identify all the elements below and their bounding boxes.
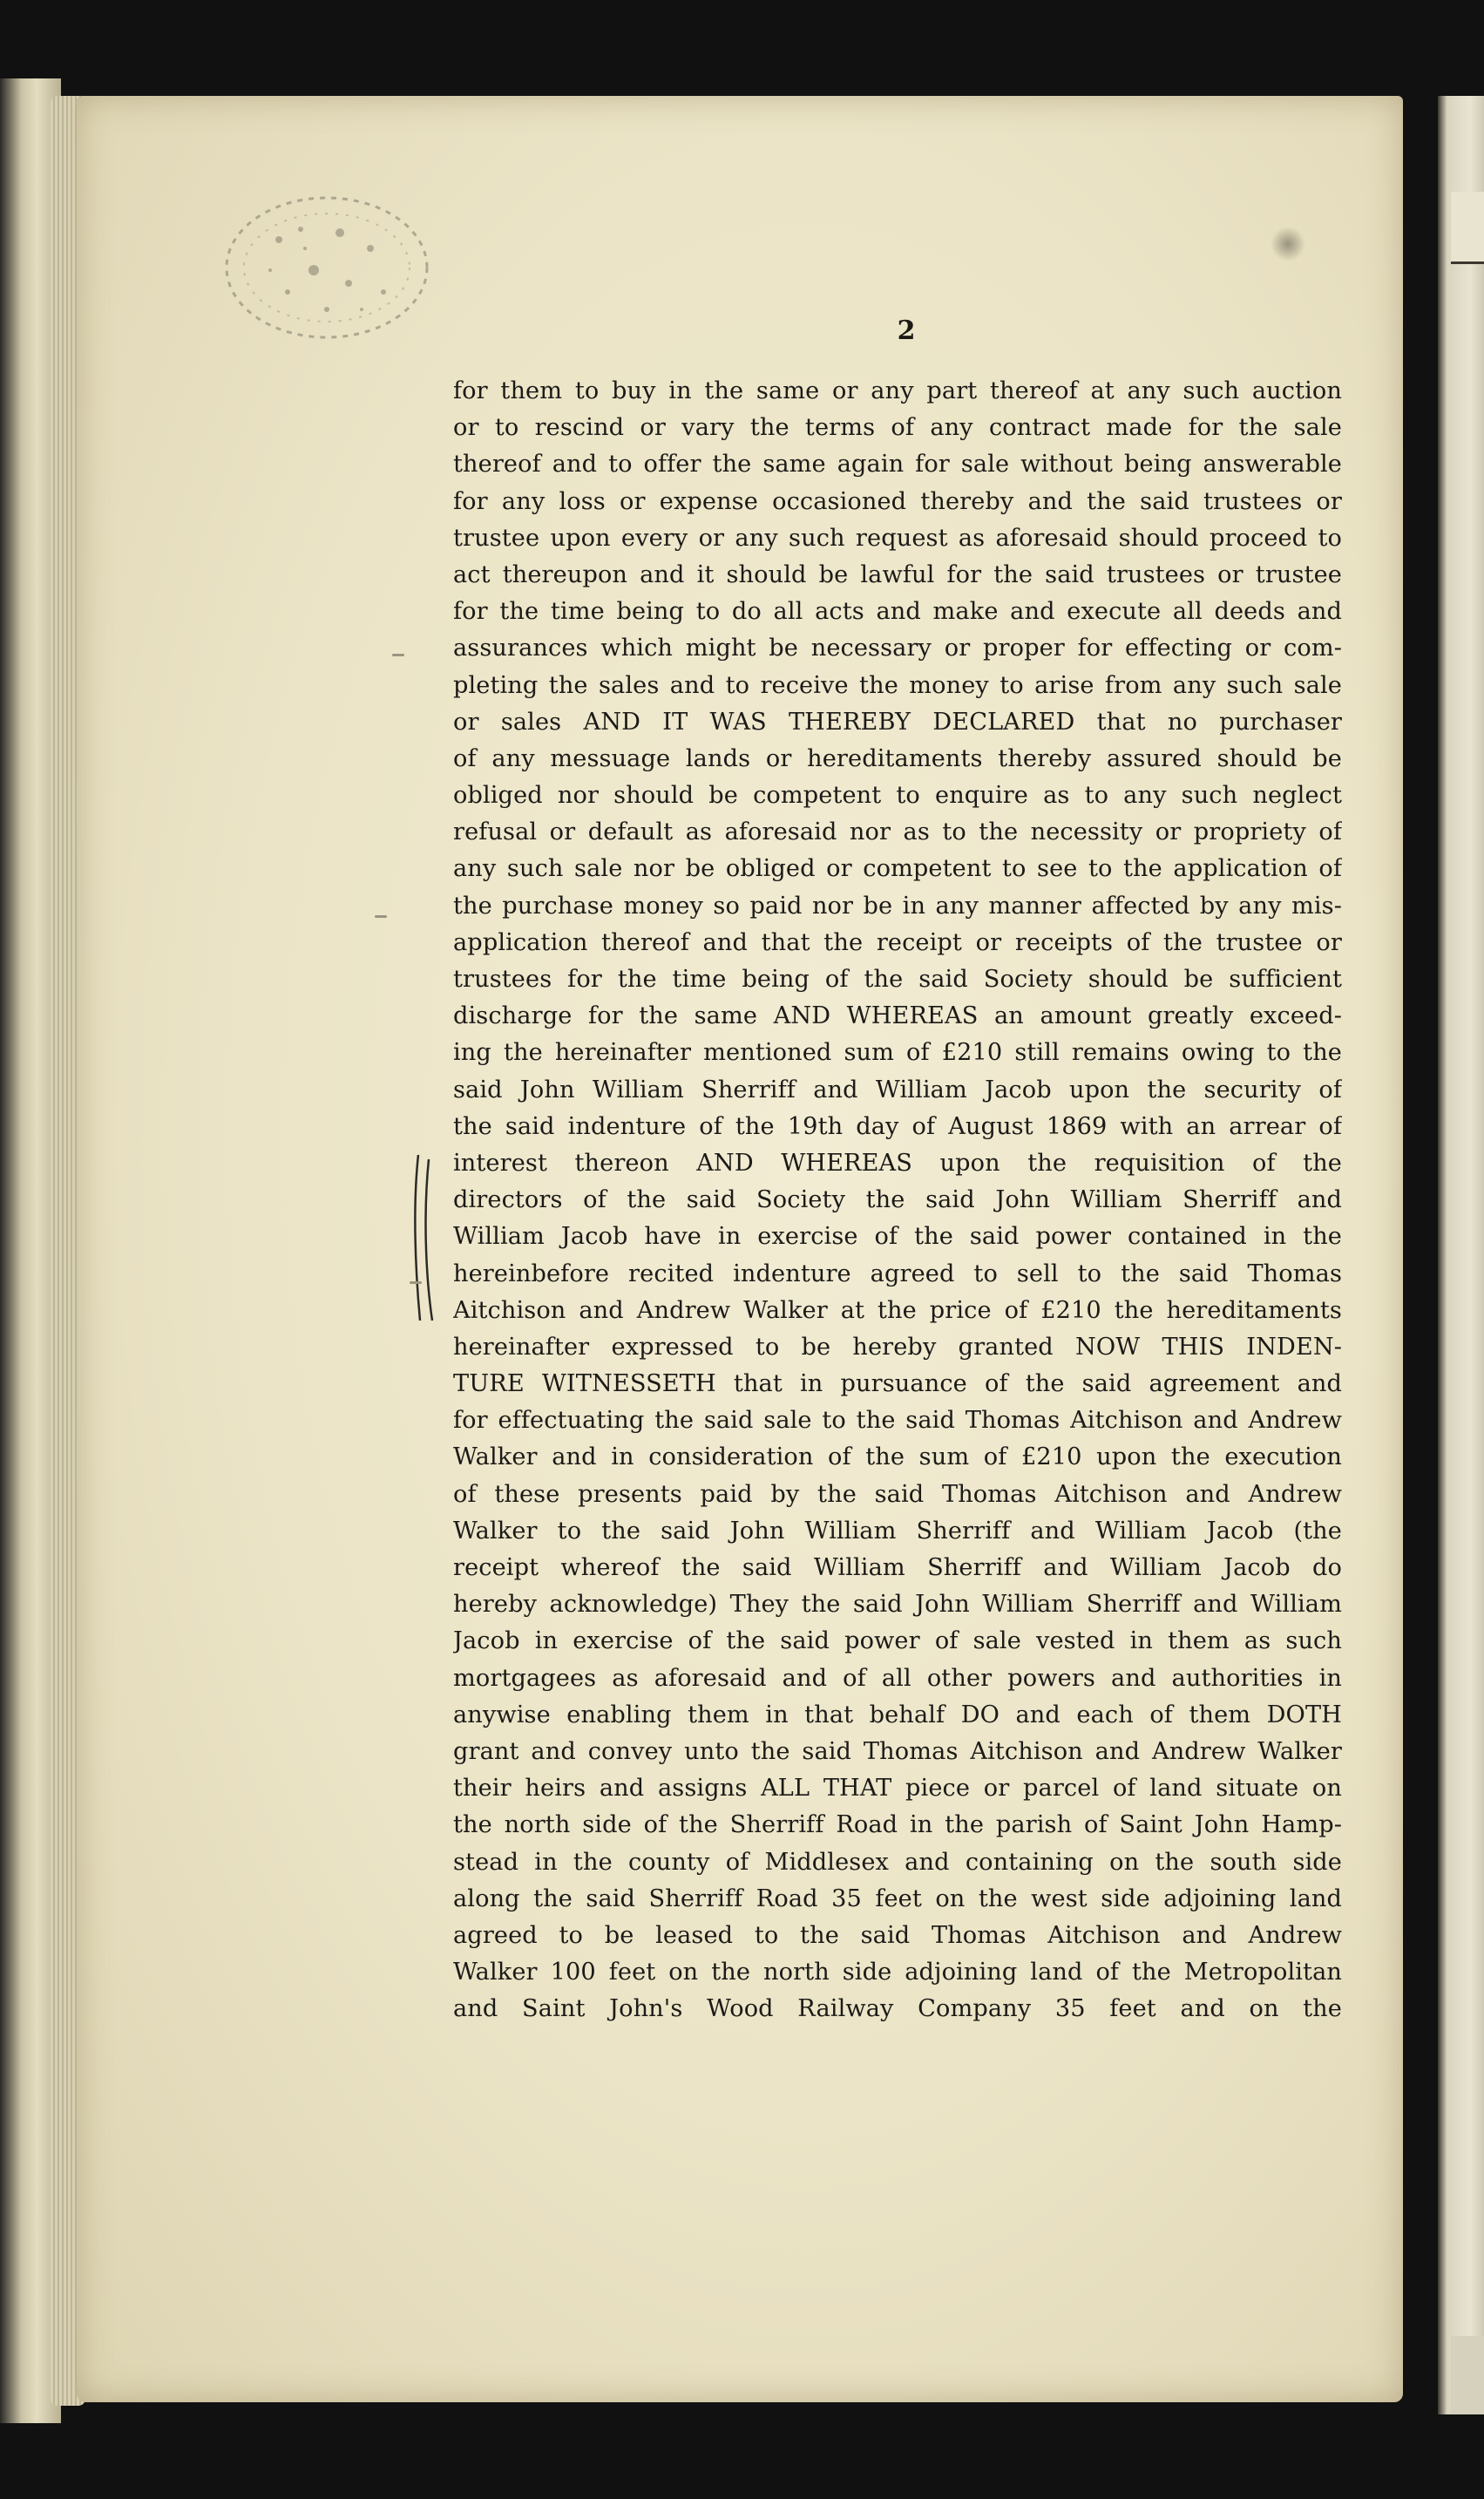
text-line: for the time being to do all acts and make and execute all deeds and (453, 598, 1342, 626)
text-line: hereinafter expressed to be hereby granted NOW THIS INDEN- (453, 1333, 1342, 1361)
next-page-tab (1451, 2336, 1484, 2414)
text-line: said John William Sherriff and William Jacob upon the security of (453, 1076, 1342, 1103)
margin-pencil-mark (410, 1151, 444, 1325)
text-line: hereinbefore recited indenture agreed to sell to the said Thomas (453, 1260, 1342, 1287)
next-page-tab (1451, 192, 1484, 264)
text-line: assurances which might be necessary or proper for effecting or com- (453, 635, 1342, 662)
text-line: trustees for the time being of the said Society should be sufficient (453, 966, 1342, 993)
text-line: their heirs and assigns ALL THAT piece or parcel of land situate on (453, 1775, 1342, 1803)
text-line: trustee upon every or any such request as aforesaid should proceed to (453, 524, 1342, 552)
text-line: stead in the county of Middlesex and containing on the south side (453, 1848, 1342, 1876)
text-line: Aitchison and Andrew Walker at the price of £210 the hereditaments (453, 1296, 1342, 1324)
body-text (453, 373, 1342, 2027)
text-line: the north side of the Sherriff Road in the parish of Saint John Hamp- (453, 1811, 1342, 1839)
text-line: for any loss or expense occasioned thereby and the said trustees or (453, 487, 1342, 515)
text-line: for effectuating the said sale to the said Thomas Aitchison and Andrew (453, 1407, 1342, 1435)
text-line: interest thereon AND WHEREAS upon the requisition of the (453, 1149, 1342, 1177)
text-line: refusal or default as aforesaid nor as to the necessity or propriety of (453, 818, 1342, 846)
text-line: of these presents paid by the said Thomas Aitchison and Andrew (453, 1480, 1342, 1508)
text-line: pleting the sales and to receive the money to arise from any such sale (453, 671, 1342, 699)
text-line: act thereupon and it should be lawful for the said trustees or trustee (453, 560, 1342, 588)
text-line: for them to buy in the same or any part thereof at any such auction (453, 377, 1342, 404)
margin-dash (410, 1281, 422, 1284)
text-line: William Jacob have in exercise of the said power contained in the (453, 1223, 1342, 1251)
text-line: or sales AND IT WAS THEREBY DECLARED that no purchaser (453, 708, 1342, 736)
text-line: hereby acknowledge) They the said John William Sherriff and William (453, 1591, 1342, 1619)
text-line: along the said Sherriff Road 35 feet on the west side adjoining land (453, 1884, 1342, 1912)
text-line: the purchase money so paid nor be in any manner affected by any mis- (453, 892, 1342, 920)
text-line: the said indenture of the 19th day of August 1869 with an arrear of (453, 1112, 1342, 1140)
text-line: or to rescind or vary the terms of any contract made for the sale (453, 414, 1342, 442)
text-line: Walker to the said John William Sherriff and William Jacob (the (453, 1517, 1342, 1545)
text-line: agreed to be leased to the said Thomas Aitchison and Andrew (453, 1921, 1342, 1949)
text-line: TURE WITNESSETH that in pursuance of the said agreement and (453, 1370, 1342, 1398)
text-line: receipt whereof the said William Sherriff and William Jacob do (453, 1554, 1342, 1581)
next-page-edge (1438, 96, 1484, 2414)
text-line: mortgagees as aforesaid and of all other powers and authorities in (453, 1664, 1342, 1692)
text-line: grant and convey unto the said Thomas Aitchison and Andrew Walker (453, 1737, 1342, 1765)
text-line: Walker 100 feet on the north side adjoining land of the Metropolitan (453, 1959, 1342, 1986)
text-line: ing the hereinafter mentioned sum of £210 still remains owing to the (453, 1039, 1342, 1067)
text-line: Walker and in consideration of the sum of £210 upon the execution (453, 1443, 1342, 1471)
foxing-spot (1271, 227, 1305, 261)
seal-stamp (218, 187, 436, 349)
margin-dash (375, 915, 387, 918)
text-line: thereof and to offer the same again for sale without being answerable (453, 451, 1342, 479)
text-line: application thereof and that the receipt or receipts of the trustee or (453, 928, 1342, 956)
margin-dash (392, 654, 404, 656)
page-number: 2 (897, 316, 916, 346)
text-line: any such sale nor be obliged or competent to see to the application of (453, 855, 1342, 883)
text-line: discharge for the same AND WHEREAS an amount greatly exceed- (453, 1002, 1342, 1030)
text-line: of any messuage lands or hereditaments thereby assured should be (453, 744, 1342, 772)
text-line: and Saint John's Wood Railway Company 35 feet and on the (453, 1995, 1342, 2023)
text-line: obliged nor should be competent to enquire as to any such neglect (453, 782, 1342, 810)
text-line: anywise enabling them in that behalf DO and each of them DOTH (453, 1701, 1342, 1728)
text-line: directors of the said Society the said John William Sherriff and (453, 1186, 1342, 1214)
text-line: Jacob in exercise of the said power of sale vested in them as such (453, 1627, 1342, 1655)
